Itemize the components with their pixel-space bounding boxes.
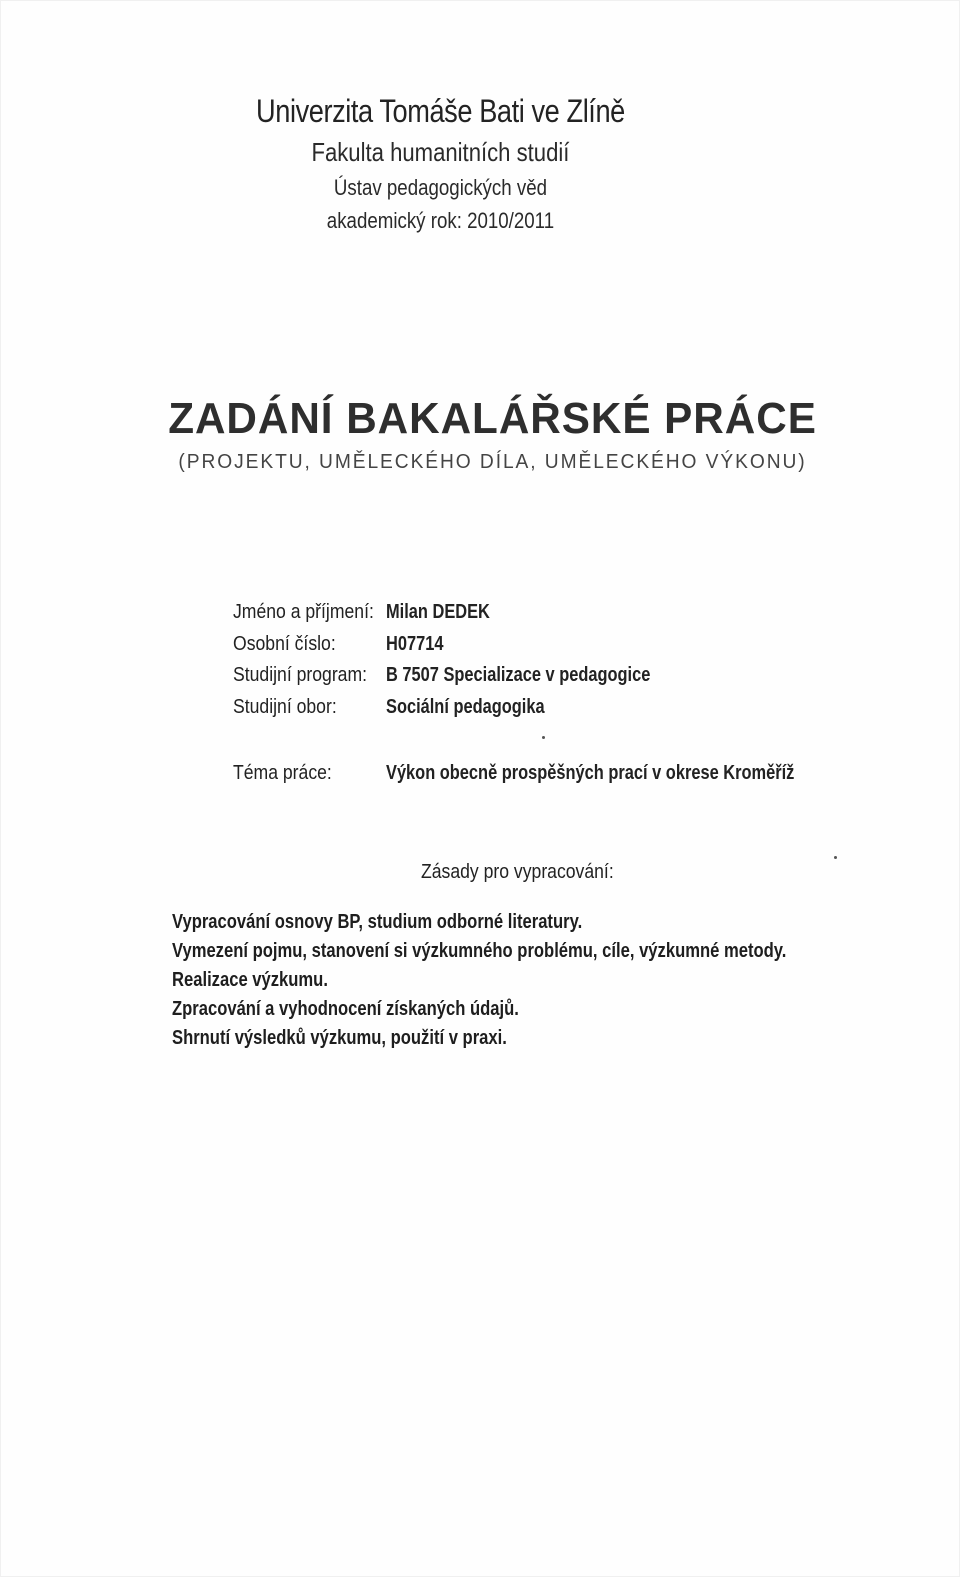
faculty-name: Fakulta humanitních studií bbox=[311, 137, 570, 167]
info-label: Studijní program: bbox=[233, 664, 368, 686]
scan-speck bbox=[834, 856, 837, 859]
assignment-title bbox=[1, 393, 960, 477]
academic-year: akademický rok: 2010/2011 bbox=[326, 208, 555, 233]
info-value: B 7507 Specializace v pedagogice bbox=[386, 664, 651, 686]
principle-line: Shrnutí výsledků výzkumu, použití v praxi. bbox=[172, 1027, 507, 1049]
topic-value: Výkon obecně prospěšných prací v okrese Kroměříž bbox=[386, 762, 795, 784]
info-value: Sociální pedagogika bbox=[386, 695, 545, 718]
principle-line: Zpracování a vyhodnocení získaných údajů. bbox=[172, 998, 519, 1020]
info-label: Studijní obor: bbox=[233, 695, 337, 718]
info-value: H07714 bbox=[386, 632, 444, 655]
info-label: Osobní číslo: bbox=[233, 632, 336, 655]
principle-line: Vymezení pojmu, stanovení si výzkumného problému, cíle, výzkumné metody. bbox=[172, 940, 787, 962]
document-title: ZADÁNÍ BAKALÁŘSKÉ PRÁCE bbox=[168, 394, 817, 443]
info-value: Milan DEDEK bbox=[386, 601, 490, 623]
info-label: Jméno a příjmení: bbox=[233, 601, 374, 623]
principles-heading: Zásady pro vypracování: bbox=[421, 861, 614, 883]
university-header bbox=[1, 89, 880, 237]
scan-speck bbox=[542, 736, 545, 739]
university-name: Univerzita Tomáše Bati ve Zlíně bbox=[256, 93, 625, 129]
principles-list bbox=[172, 908, 786, 1053]
document-subtitle: (PROJEKTU, UMĚLECKÉHO DÍLA, UMĚLECKÉHO VÝKONU) bbox=[178, 451, 807, 473]
topic-label: Téma práce: bbox=[233, 762, 332, 784]
institute-name: Ústav pedagogických věd bbox=[333, 175, 547, 200]
principle-line: Vypracování osnovy BP, studium odborné literatury. bbox=[172, 911, 583, 933]
principle-line: Realizace výzkumu. bbox=[172, 969, 328, 991]
